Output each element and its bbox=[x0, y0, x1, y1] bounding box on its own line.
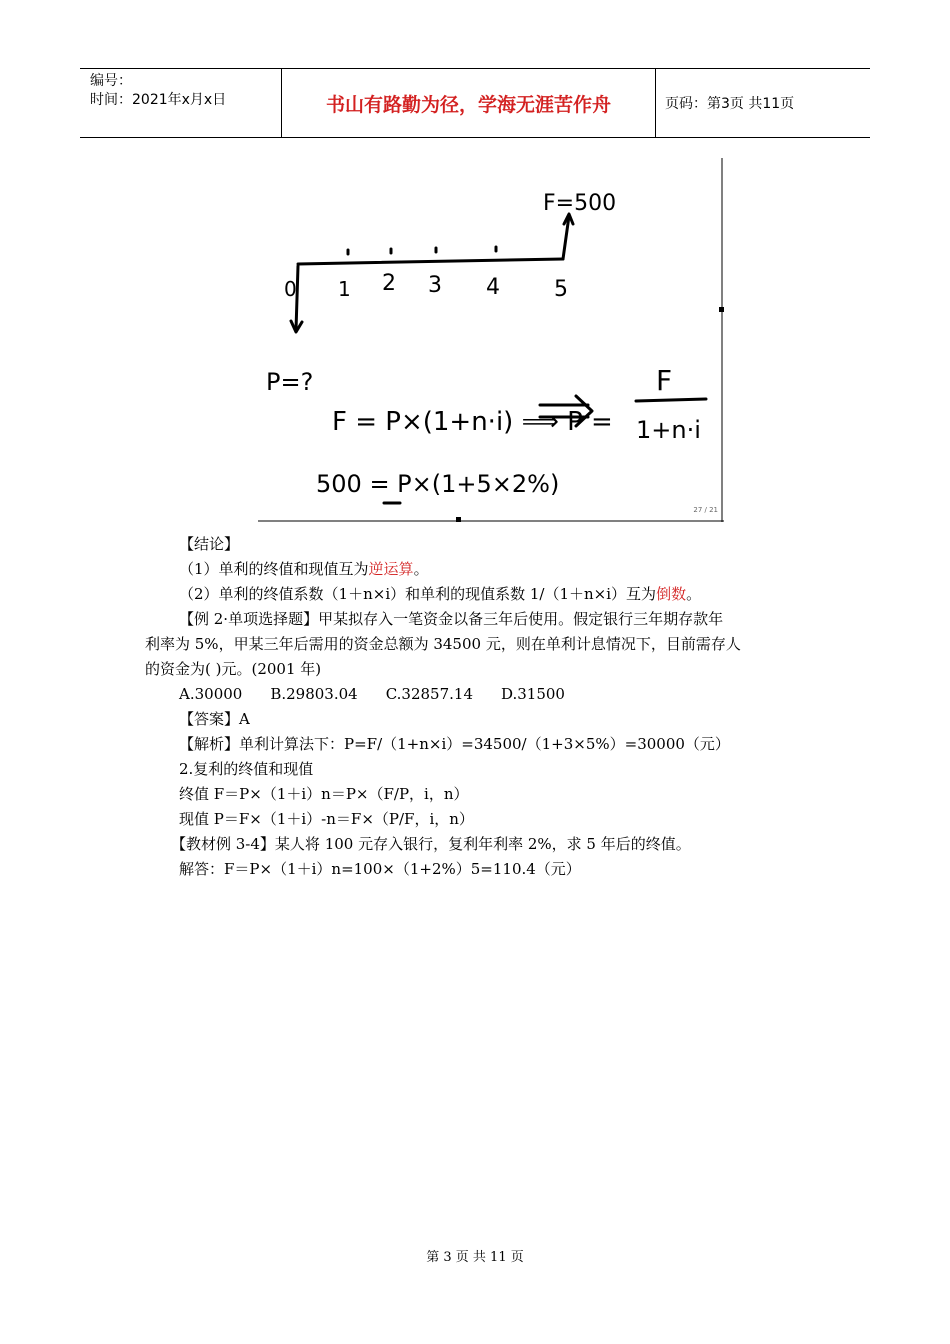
future-value-formula: 终值 F＝P×（1＋i）n＝P×（F/P，i，n） bbox=[179, 785, 469, 803]
document-body bbox=[145, 532, 815, 882]
text: （2）单利的终值系数（1＋n×i）和单利的现值系数 1/（1＋n×i）互为 bbox=[179, 585, 657, 603]
timeline-tick: 1 bbox=[338, 277, 351, 301]
answer-options bbox=[145, 682, 815, 707]
example-question: 利率为 5%，甲某三年后需用的资金总额为 34500 元，则在单利计息情况下，目前需存人 bbox=[145, 635, 741, 653]
page-header bbox=[80, 68, 870, 138]
fraction-numerator: F bbox=[656, 364, 673, 397]
timeline-tick: 4 bbox=[486, 275, 500, 300]
formula-simple-interest: F = P×(1+n·i) ⟹ P = bbox=[332, 407, 613, 437]
option-b: B.29803.04 bbox=[270, 685, 358, 703]
answer: 【答案】A bbox=[179, 710, 250, 728]
text: 。 bbox=[413, 560, 429, 578]
diagram-canvas bbox=[258, 158, 724, 522]
header-meta bbox=[90, 72, 226, 110]
header-page-info: 页码：第3页 共11页 bbox=[665, 96, 795, 112]
conclusion-item-2 bbox=[145, 582, 815, 607]
timeline-tick: 0 bbox=[284, 277, 297, 301]
present-value-label: P=? bbox=[266, 368, 314, 396]
timeline-tick: 5 bbox=[554, 277, 568, 302]
present-value-formula: 现值 P＝F×（1＋i）-n＝F×（P/F，i，n） bbox=[179, 810, 474, 828]
option-a: A.30000 bbox=[179, 685, 243, 703]
analysis: 【解析】单利计算法下：P=F/（1+n×i）=34500/（1+3×5%）=30000（元） bbox=[179, 735, 730, 753]
page-footer: 第 3 页 共 11 页 bbox=[426, 1250, 524, 1265]
formula-substitution: 500 = P×(1+5×2%) bbox=[316, 470, 560, 498]
option-c: C.32857.14 bbox=[385, 685, 473, 703]
highlight-term: 倒数 bbox=[656, 585, 687, 603]
timeline-tick: 3 bbox=[428, 273, 442, 298]
section-heading: 2.复利的终值和现值 bbox=[179, 760, 314, 778]
header-motto: 书山有路勤为径，学海无涯苦作舟 bbox=[325, 93, 611, 116]
timeline-axis bbox=[298, 259, 563, 264]
conclusion-item-1 bbox=[145, 557, 815, 582]
option-d: D.31500 bbox=[501, 685, 565, 703]
example-question: 的资金为( )元。(2001 年) bbox=[145, 660, 322, 678]
header-divider bbox=[655, 69, 656, 137]
handwritten-diagram bbox=[258, 158, 724, 522]
example-question: 【例 2·单项选择题】甲某拟存入一笔资金以备三年后使用。假定银行三年期存款年 bbox=[179, 610, 724, 628]
highlight-term: 逆运算 bbox=[368, 560, 414, 578]
timeline-tick: 2 bbox=[382, 271, 396, 296]
document-number-label: 编号： bbox=[90, 73, 132, 89]
conclusion-heading: 【结论】 bbox=[179, 535, 240, 553]
text: （1）单利的终值和现值互为 bbox=[179, 560, 369, 578]
slide-page-number: 27 / 21 bbox=[693, 506, 718, 514]
future-value-label: F=500 bbox=[543, 191, 617, 216]
text: 。 bbox=[686, 585, 702, 603]
fraction-denominator: 1+n·i bbox=[636, 416, 701, 444]
document-date: 时间：2021年x月x日 bbox=[90, 92, 227, 108]
textbook-example: 【教材例 3-4】某人将 100 元存入银行，复利年利率 2%，求 5 年后的终值。 bbox=[171, 835, 691, 853]
solution: 解答：F＝P×（1＋i）n=100×（1+2%）5=110.4（元） bbox=[179, 860, 581, 878]
